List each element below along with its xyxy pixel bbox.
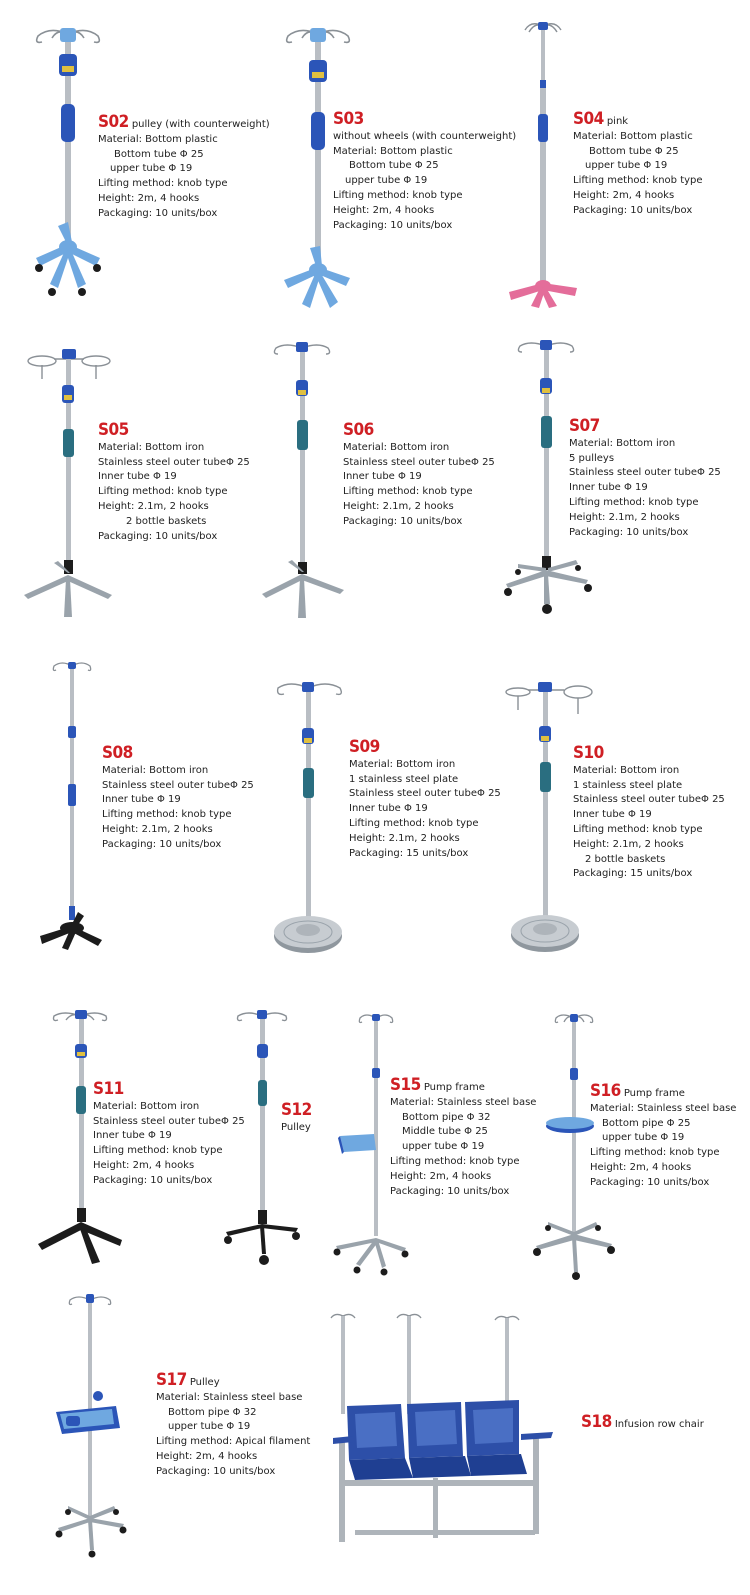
spec-line: upper tube Φ 19 — [602, 1132, 685, 1144]
spec-line: Lifting method: knob type — [349, 817, 479, 829]
spec-line: without wheels (with counterweight) — [333, 130, 517, 142]
product-code: S02 — [98, 112, 129, 132]
spec-line: 2 bottle baskets — [126, 515, 207, 527]
product-code: S04 — [573, 109, 604, 129]
spec-line: Stainless steel outer tubeΦ 25 — [343, 456, 495, 468]
product-subtitle: Pump frame — [423, 1082, 485, 1093]
spec-line: upper tube Φ 19 — [345, 175, 428, 187]
product-code: S11 — [93, 1079, 124, 1099]
spec-line: Lifting method: knob type — [98, 178, 228, 190]
spec-line: Packaging: 10 units/box — [93, 1174, 213, 1186]
spec-line: Bottom tube Φ 25 — [114, 148, 204, 160]
chair-seats-icon — [347, 1400, 527, 1480]
product-code: S08 — [102, 743, 133, 763]
spec-line: Height: 2.1m, 2 hooks — [569, 511, 680, 523]
spec-line: Inner tube Φ 19 — [573, 809, 652, 821]
spec-line: Bottom tube Φ 25 — [589, 145, 679, 157]
spec-line: Height: 2.1m, 2 hooks — [343, 500, 454, 512]
spec-line: Bottom pipe Φ 32 — [402, 1111, 491, 1123]
product-code: S07 — [569, 416, 600, 436]
round-tray-icon — [546, 1117, 594, 1133]
spec-line: Stainless steel outer tubeΦ 25 — [569, 467, 721, 479]
product-code: S10 — [573, 743, 604, 763]
product-code: S12 — [281, 1100, 312, 1120]
spec-line: Lifting method: Apical filament — [156, 1436, 311, 1448]
spec-line: Packaging: 15 units/box — [573, 868, 693, 880]
iv-pole-image — [38, 660, 108, 955]
spec-line: Lifting method: knob type — [343, 486, 473, 498]
spec-line: Height: 2m, 4 hooks — [333, 204, 435, 216]
spec-line: Packaging: 10 units/box — [569, 526, 689, 538]
spec-line: 2 bottle baskets — [585, 853, 666, 865]
spec-line: Lifting method: knob type — [98, 486, 228, 498]
spec-line: Lifting method: knob type — [590, 1147, 720, 1159]
spec-line: Stainless steel outer tubeΦ 25 — [93, 1115, 245, 1127]
spec-line: Stainless steel outer tubeΦ 25 — [102, 779, 254, 791]
spec-line: Lifting method: knob type — [102, 809, 232, 821]
spec-line: Stainless steel outer tubeΦ 25 — [98, 456, 250, 468]
spec-line: Lifting method: knob type — [569, 496, 699, 508]
spec-line: Height: 2m, 4 hooks — [156, 1450, 258, 1462]
spec-line: Inner tube Φ 19 — [102, 794, 181, 806]
spec-line: Packaging: 10 units/box — [98, 207, 218, 219]
spec-line: Height: 2.1m, 2 hooks — [102, 823, 213, 835]
spec-line: upper tube Φ 19 — [585, 160, 668, 172]
spec-line: Packaging: 10 units/box — [102, 838, 222, 850]
spec-line: upper tube Φ 19 — [168, 1421, 251, 1433]
iv-pole-image — [270, 680, 350, 960]
row-chair-image — [325, 1310, 557, 1558]
spec-line: Material: Bottom iron — [349, 758, 456, 770]
product-subtitle: Pulley — [189, 1377, 220, 1388]
spec-line: Material: Bottom plastic — [333, 145, 453, 157]
spec-line: Bottom pipe Φ 25 — [602, 1117, 691, 1129]
spec-line: Material: Bottom iron — [573, 764, 680, 776]
product-code: S06 — [343, 420, 374, 440]
spec-line: Material: Stainless steel base — [156, 1391, 303, 1403]
product-subtitle: Infusion row chair — [614, 1419, 704, 1430]
spec-line: Packaging: 10 units/box — [343, 515, 463, 527]
spec-line: upper tube Φ 19 — [110, 163, 193, 175]
spec-line: Material: Bottom iron — [93, 1100, 200, 1112]
spec-line: Packaging: 10 units/box — [390, 1185, 510, 1197]
product-code: S05 — [98, 420, 129, 440]
spec-line: Material: Bottom iron — [343, 441, 450, 453]
spec-line: Material: Bottom plastic — [98, 133, 218, 145]
spec-line: Material: Bottom plastic — [573, 130, 693, 142]
iv-pole-image — [222, 1008, 302, 1273]
pump-tray-icon — [338, 1134, 376, 1154]
spec-line: Height: 2.1m, 2 hooks — [573, 838, 684, 850]
spec-line: Inner tube Φ 19 — [98, 471, 177, 483]
spec-line: Inner tube Φ 19 — [569, 482, 648, 494]
product-subtitle: Pump frame — [623, 1088, 685, 1099]
spec-line: Lifting method: knob type — [93, 1145, 223, 1157]
spec-line: 1 stainless steel plate — [573, 779, 683, 791]
disc-base-icon — [274, 916, 342, 953]
spec-line: Height: 2.1m, 2 hooks — [349, 832, 460, 844]
spec-line: Material: Bottom iron — [98, 441, 205, 453]
spec-line: upper tube Φ 19 — [402, 1141, 485, 1153]
product-code: S17 — [156, 1370, 187, 1390]
spec-line: Height: 2m, 4 hooks — [573, 189, 675, 201]
product-code: S09 — [349, 737, 380, 757]
spec-line: Inner tube Φ 19 — [93, 1130, 172, 1142]
iv-pole-image — [52, 1292, 132, 1560]
spec-line: Packaging: 10 units/box — [573, 204, 693, 216]
spec-line: Packaging: 15 units/box — [349, 847, 469, 859]
spec-line: Height: 2m, 4 hooks — [390, 1170, 492, 1182]
spec-line: Lifting method: knob type — [390, 1155, 520, 1167]
product-code: S16 — [590, 1081, 621, 1101]
spec-line: Height: 2m, 4 hooks — [93, 1159, 195, 1171]
spec-line: Bottom pipe Φ 32 — [168, 1406, 257, 1418]
product-subtitle: pink — [606, 116, 629, 127]
spec-line: Material: Stainless steel base — [590, 1102, 737, 1114]
spec-line: Height: 2m, 4 hooks — [590, 1161, 692, 1173]
spec-line: Packaging: 10 units/box — [98, 530, 218, 542]
product-code: S03 — [333, 109, 364, 129]
spec-line: Middle tube Φ 25 — [402, 1126, 488, 1138]
spec-line: Material: Bottom iron — [102, 764, 209, 776]
spec-line: Stainless steel outer tubeΦ 25 — [573, 794, 725, 806]
spec-line: 1 stainless steel plate — [349, 773, 459, 785]
spec-line: Stainless steel outer tubeΦ 25 — [349, 788, 501, 800]
spec-line: Pulley — [281, 1121, 311, 1133]
spec-line: Lifting method: knob type — [573, 175, 703, 187]
iv-pole-image — [262, 340, 352, 625]
spec-line: Packaging: 10 units/box — [156, 1465, 276, 1477]
spec-line: Packaging: 10 units/box — [590, 1176, 710, 1188]
spec-line: Packaging: 10 units/box — [333, 219, 453, 231]
pump-tray-icon — [56, 1406, 120, 1434]
spec-line: Height: 2m, 4 hooks — [98, 192, 200, 204]
spec-line: Material: Stainless steel base — [390, 1096, 537, 1108]
spec-line: 5 pulleys — [569, 452, 615, 464]
spec-line: Lifting method: knob type — [333, 189, 463, 201]
spec-line: Height: 2.1m, 2 hooks — [98, 500, 209, 512]
product-code: S15 — [390, 1075, 421, 1095]
spec-line: Lifting method: knob type — [573, 823, 703, 835]
spec-line: Material: Bottom iron — [569, 437, 676, 449]
spec-line: Inner tube Φ 19 — [349, 803, 428, 815]
product-subtitle: pulley (with counterweight) — [131, 119, 270, 130]
spec-line: Inner tube Φ 19 — [343, 471, 422, 483]
product-code: S18 — [581, 1412, 612, 1432]
spec-line: Bottom tube Φ 25 — [349, 160, 439, 172]
iv-pole-image — [28, 22, 108, 307]
